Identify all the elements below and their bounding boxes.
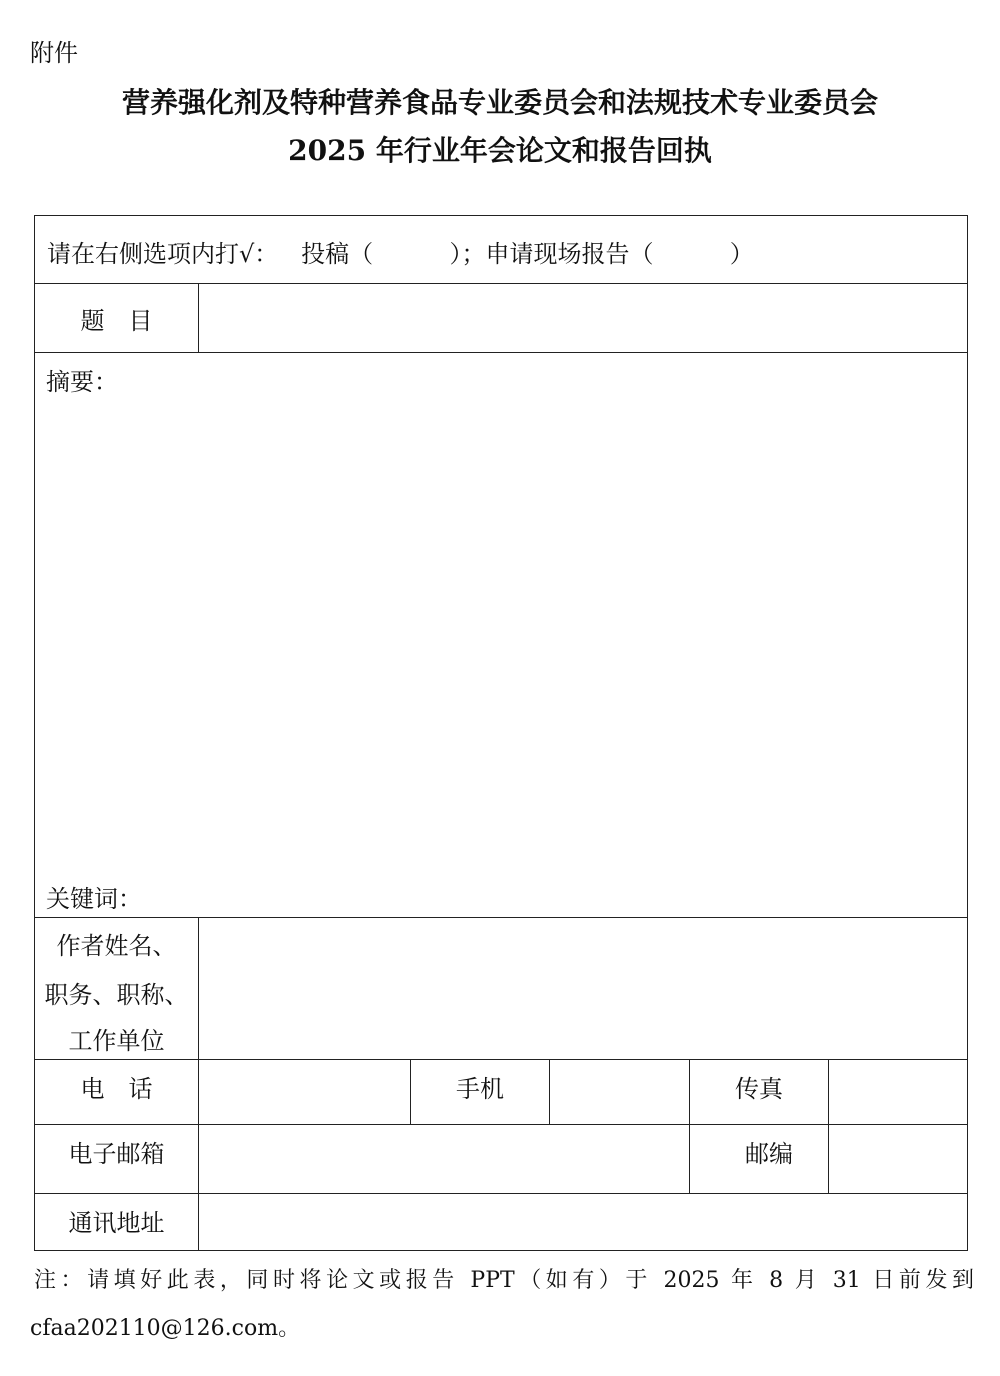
keywords-label: 关键词：	[46, 885, 142, 913]
fax-label: 传真	[735, 1075, 783, 1103]
page-title-line-1: 营养强化剂及特种营养食品专业委员会和法规技术专业委员会	[121, 86, 878, 119]
author-label-line-3: 工作单位	[68, 1027, 165, 1055]
phone-field[interactable]	[199, 1060, 410, 1124]
email-label: 电子邮箱	[68, 1140, 165, 1168]
address-field[interactable]	[199, 1194, 967, 1251]
author-info-field[interactable]	[199, 918, 967, 1059]
phone-label: 电 话	[80, 1075, 153, 1103]
submission-options-text: 请在右侧选项内打√： 投稿（ ）；申请现场报告（ ）	[47, 240, 754, 268]
mobile-label: 手机	[456, 1075, 504, 1103]
submission-email: cfaa202110@126.com。	[30, 1316, 301, 1341]
row-divider	[35, 352, 967, 353]
address-label: 通讯地址	[68, 1209, 165, 1237]
abstract-field[interactable]	[35, 396, 967, 866]
fax-field[interactable]	[829, 1060, 967, 1124]
postcode-label: 邮编	[745, 1140, 793, 1168]
topic-label: 题 目	[80, 307, 153, 335]
submission-note: 注：请填好此表，同时将论文或报告 PPT（如有）于 2025 年 8 月 31 日前发到	[34, 1268, 974, 1293]
topic-field[interactable]	[199, 284, 967, 352]
page-title-line-2: 2025 年行业年会论文和报告回执	[288, 134, 712, 167]
author-label-line-1: 作者姓名、	[56, 932, 177, 960]
author-label-line-2: 职务、职称、	[44, 981, 189, 1009]
abstract-label: 摘要：	[46, 368, 118, 396]
mobile-field[interactable]	[550, 1060, 689, 1124]
email-field[interactable]	[199, 1125, 689, 1193]
submission-form-table	[34, 215, 968, 1251]
attachment-label: 附件	[30, 39, 78, 67]
postcode-field[interactable]	[829, 1125, 967, 1193]
